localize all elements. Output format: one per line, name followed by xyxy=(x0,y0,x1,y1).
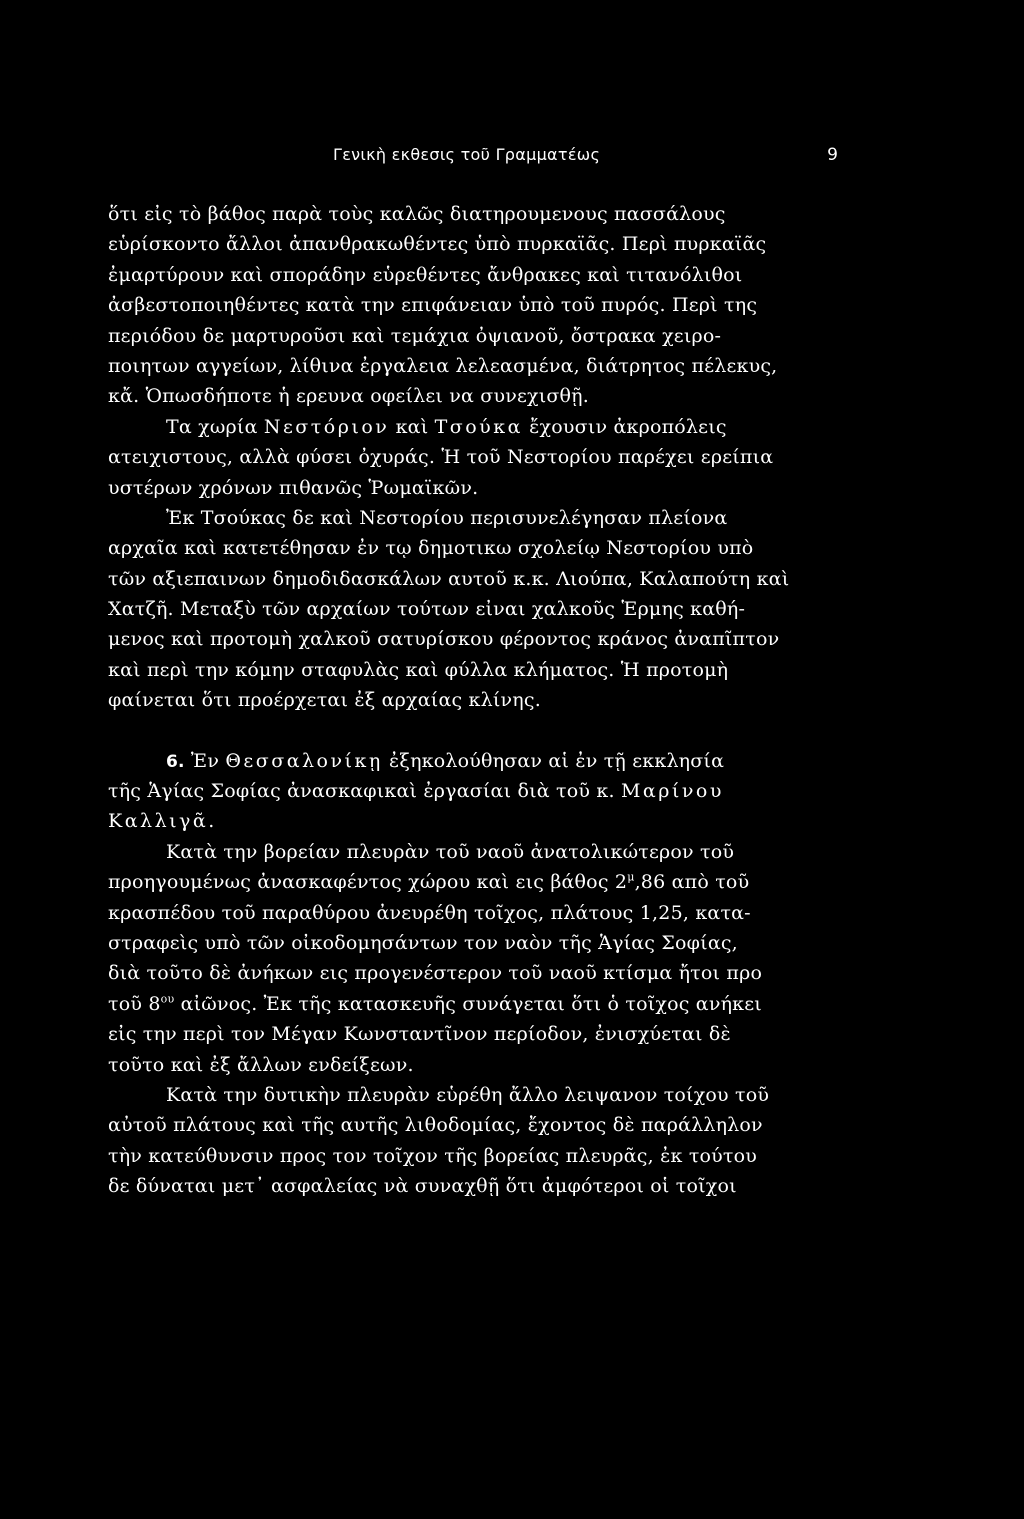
text-line: ατειχιστους, αλλὰ φύσει ὀχυράς. Ἡ τοῦ Νεστορίου παρέχει ερείπια xyxy=(108,446,774,469)
text-line: φαίνεται ὅτι προέρχεται ἐξ αρχαίας κλίνης. xyxy=(108,689,541,712)
text-run: ἐξηκολούθησαν αἱ ἐν τῇ εκκλησία xyxy=(382,749,725,772)
text-line: Κατὰ την βορείαν πλευρὰν τοῦ ναοῦ ἀνατολικώτερον τοῦ xyxy=(166,840,735,863)
text-run: ,86 απὸ τοῦ xyxy=(634,871,750,894)
person-name: Μαρίνου xyxy=(620,780,724,803)
text-line: ὅτι εἰς τὸ βάθος παρὰ τοὺς καλῶς διατηρουμενους πασσάλους xyxy=(108,203,726,225)
text-line: αὐτοῦ πλάτους καὶ τῆς αυτῆς λιθοδομίας, ἔχοντος δὲ παράλληλον xyxy=(108,1114,763,1137)
text-line xyxy=(108,989,848,1019)
superscript: μ xyxy=(627,870,635,884)
text-line: υστέρων χρόνων πιθανῶς Ῥωμαϊκῶν. xyxy=(108,476,479,499)
text-line: κρασπέδου τοῦ παραθύρου ἀνευρέθη τοῖχος, πλάτους 1,25, κατα- xyxy=(108,901,751,924)
text-run: τοῦ 8 xyxy=(108,992,161,1015)
place-name: Θεσσαλονίκῃ xyxy=(225,749,383,772)
text-run: τῆς Ἁγίας Σοφίας ἀνασκαφικαὶ ἐργασίαι διὰ τοῦ κ. xyxy=(108,780,621,803)
text-line: τὴν κατεύθυνσιν προς τον τοῖχον τῆς βορείας πλευρᾶς, ἐκ τούτου xyxy=(108,1144,758,1167)
text-line: Καλλιγᾶ. xyxy=(108,810,217,833)
text-line: αρχαῖα καὶ κατετέθησαν ἐν τῳ δημοτικω σχολείῳ Νεστορίου υπὸ xyxy=(108,537,754,560)
text-line: εὑρίσκοντο ἄλλοι ἀπανθρακωθέντες ὑπὸ πυρκαϊᾶς. Περὶ πυρκαϊᾶς xyxy=(108,233,767,256)
text-line: ἐμαρτύρουν καὶ σποράδην εὑρεθέντες ἄνθρακες καὶ τιτανόλιθοι xyxy=(108,263,743,286)
place-name: Τσούκα xyxy=(434,415,523,438)
text-run: καὶ xyxy=(389,415,435,438)
text-line: περιόδου δε μαρτυροῦσι καὶ τεμάχια ὀψιανοῦ, ὄστρακα χειρο- xyxy=(108,324,722,347)
text-line: ἀσβεστοποιηθέντες κατὰ την επιφάνειαν ὑπὸ τοῦ πυρός. Περὶ της xyxy=(108,294,758,317)
text-line: διὰ τοῦτο δὲ ἀνήκων εις προγενέστερον τοῦ ναοῦ κτίσμα ἤτοι προ xyxy=(108,962,763,985)
text-line: κἄ. Ὁπωσδήποτε ἡ ερευνα οφείλει να συνεχισθῇ. xyxy=(108,385,589,408)
text-line: στραφεὶς υπὸ τῶν οἰκοδομησάντων τον ναὸν τῆς Ἁγίας Σοφίας, xyxy=(108,931,738,954)
section-gap xyxy=(108,716,848,746)
text-run: αἰῶνος. Ἐκ τῆς κατασκευῆς συνάγεται ὅτι ὁ τοῖχος ανήκει xyxy=(174,992,762,1015)
text-line: Κατὰ την δυτικὴν πλευρὰν εὑρέθη ἄλλο λειψανον τοίχου τοῦ xyxy=(166,1083,770,1106)
text-line xyxy=(108,412,848,442)
body-text xyxy=(108,199,848,1202)
text-line: εἰς την περὶ τον Μέγαν Κωνσταντῖνον περίοδον, ἐνισχύεται δὲ xyxy=(108,1023,731,1046)
text-line: ποιητων αγγείων, λίθινα ἐργαλεια λελεασμένα, διάτρητος πέλεκυς, xyxy=(108,354,778,377)
place-name: Νεστόριον xyxy=(263,415,390,438)
page-header xyxy=(108,140,838,170)
page-number: 9 xyxy=(827,145,838,165)
text-line xyxy=(108,776,848,806)
text-line: καὶ περὶ την κόμην σταφυλὰς καὶ φύλλα κλήματος. Ἡ προτομὴ xyxy=(108,658,729,681)
running-head: Γενικὴ εκθεσις τοῦ Γραμματέως xyxy=(333,145,601,164)
text-line xyxy=(108,867,848,897)
text-run: προηγουμένως ἀνασκαφέντος χώρου καὶ εις βάθος 2 xyxy=(108,871,628,894)
text-line: μενος καὶ προτομὴ χαλκοῦ σατυρίσκου φέροντος κράνος ἀναπῖπτον xyxy=(108,628,780,651)
text-run: ἔχουσιν ἀκροπόλεις xyxy=(522,415,727,438)
superscript: ου xyxy=(160,992,175,1006)
text-line: τοῦτο καὶ ἐξ ἄλλων ενδείξεων. xyxy=(108,1053,414,1076)
text-line: τῶν αξιεπαινων δημοδιδασκάλων αυτοῦ κ.κ. Λιούπα, Καλαπούτη καὶ xyxy=(108,567,790,590)
text-line xyxy=(108,746,848,776)
section-number: 6. xyxy=(166,751,185,772)
text-line: Ἐκ Τσούκας δε καὶ Νεστορίου περισυνελέγησαν πλείονα xyxy=(166,506,728,529)
text-line: δε δύναται μετ᾽ ασφαλείας νὰ συναχθῇ ὅτι ἀμφότεροι οἱ τοῖχοι xyxy=(108,1175,737,1198)
text-run: Τα χωρία xyxy=(166,415,264,438)
text-line: Χατζῆ. Μεταξὺ τῶν αρχαίων τούτων εἰναι χαλκοῦς Ἑρμης καθή- xyxy=(108,598,746,621)
text-run: Ἐν xyxy=(184,749,226,772)
